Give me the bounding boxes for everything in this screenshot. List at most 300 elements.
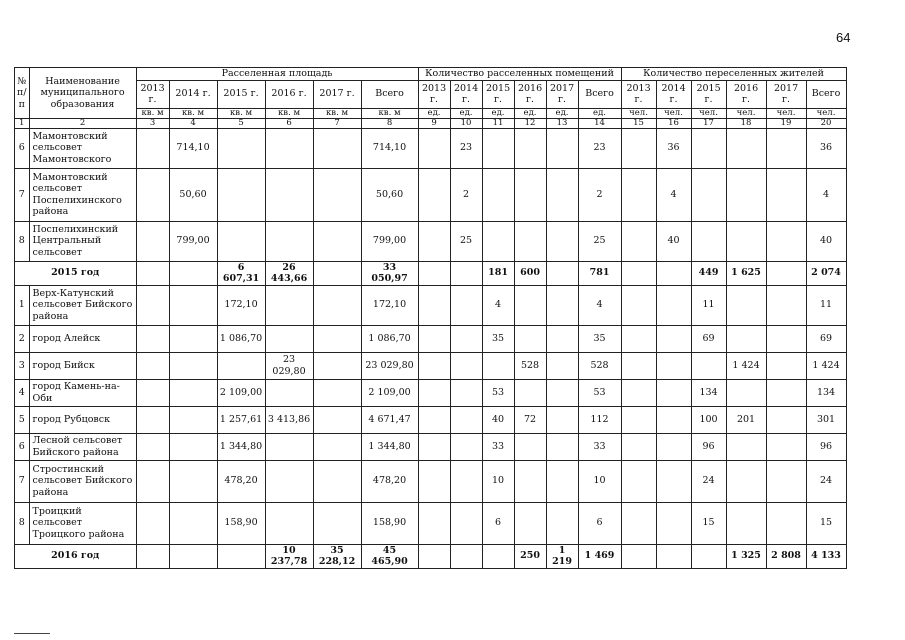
data-cell: 478,20 <box>361 460 418 502</box>
data-cell: 35 <box>482 325 514 352</box>
data-cell <box>766 168 806 221</box>
data-cell: 1 424 <box>726 352 766 379</box>
data-cell: 2 808 <box>766 544 806 568</box>
data-cell <box>546 406 578 433</box>
data-cell: 23 029,80 <box>361 352 418 379</box>
column-index: 8 <box>361 118 418 128</box>
data-cell <box>450 285 482 325</box>
data-cell <box>313 285 361 325</box>
data-cell: 40 <box>656 221 691 261</box>
unit-header-rooms: ед. <box>514 108 546 118</box>
unit-header-people: чел. <box>621 108 656 118</box>
data-cell <box>621 325 656 352</box>
data-cell: 449 <box>691 261 726 285</box>
data-cell <box>691 544 726 568</box>
data-cell <box>418 261 450 285</box>
unit-header-rooms: ед. <box>450 108 482 118</box>
data-cell <box>136 406 169 433</box>
data-cell: 11 <box>806 285 846 325</box>
total-row <box>15 544 847 568</box>
data-cell: 6 <box>578 502 621 544</box>
data-cell <box>546 221 578 261</box>
table-row <box>15 221 847 261</box>
data-cell <box>169 406 217 433</box>
data-cell: 714,10 <box>361 128 418 168</box>
data-cell <box>514 168 546 221</box>
data-cell <box>691 221 726 261</box>
data-cell <box>418 352 450 379</box>
column-index: 16 <box>656 118 691 128</box>
data-cell <box>514 502 546 544</box>
row-number: 3 <box>15 352 30 379</box>
data-cell <box>265 433 313 460</box>
data-cell <box>766 325 806 352</box>
header-group-rooms: Количество расселенных помещений <box>418 68 621 81</box>
data-cell <box>726 379 766 406</box>
column-index: 3 <box>136 118 169 128</box>
data-cell: 36 <box>806 128 846 168</box>
data-cell: 4 <box>656 168 691 221</box>
data-cell: 158,90 <box>361 502 418 544</box>
data-cell <box>265 285 313 325</box>
column-index: 5 <box>217 118 265 128</box>
data-cell: 6 <box>482 502 514 544</box>
data-cell <box>169 544 217 568</box>
year-header-people-4: 2017 г. <box>766 80 806 108</box>
year-header-rooms-0: 2013 г. <box>418 80 450 108</box>
data-cell <box>691 128 726 168</box>
data-cell <box>418 128 450 168</box>
data-cell: 3 413,86 <box>265 406 313 433</box>
data-cell <box>514 325 546 352</box>
year-header-people-0: 2013 г. <box>621 80 656 108</box>
year-header-area-2: 2015 г. <box>217 80 265 108</box>
row-number: 8 <box>15 221 30 261</box>
data-cell: 10 237,78 <box>265 544 313 568</box>
data-cell <box>169 325 217 352</box>
data-cell: 1 344,80 <box>361 433 418 460</box>
table-row <box>15 168 847 221</box>
data-cell: 33 <box>578 433 621 460</box>
data-cell <box>265 221 313 261</box>
data-cell: 53 <box>578 379 621 406</box>
data-cell <box>726 168 766 221</box>
data-cell <box>450 379 482 406</box>
data-cell <box>621 460 656 502</box>
data-cell <box>691 352 726 379</box>
data-cell <box>265 168 313 221</box>
header-number: № п/п <box>15 68 30 119</box>
data-cell: 781 <box>578 261 621 285</box>
data-cell <box>169 433 217 460</box>
data-cell <box>482 128 514 168</box>
column-index: 6 <box>265 118 313 128</box>
municipality-name: город Камень-на-Оби <box>29 379 136 406</box>
row-number: 5 <box>15 406 30 433</box>
data-cell <box>482 168 514 221</box>
table-row <box>15 128 847 168</box>
year-header-people-1: 2014 г. <box>656 80 691 108</box>
data-cell <box>450 406 482 433</box>
data-cell: 45 465,90 <box>361 544 418 568</box>
data-cell <box>514 433 546 460</box>
row-number: 1 <box>15 285 30 325</box>
data-cell: 2 109,00 <box>361 379 418 406</box>
year-header-people-2: 2015 г. <box>691 80 726 108</box>
data-cell <box>136 379 169 406</box>
data-cell: 714,10 <box>169 128 217 168</box>
data-cell <box>313 352 361 379</box>
data-cell <box>217 221 265 261</box>
data-cell <box>482 544 514 568</box>
data-cell <box>482 352 514 379</box>
data-cell <box>418 433 450 460</box>
data-cell <box>514 460 546 502</box>
data-cell: 10 <box>482 460 514 502</box>
data-cell: 53 <box>482 379 514 406</box>
data-cell <box>656 544 691 568</box>
total-label: 2016 год <box>15 544 137 568</box>
table-row <box>15 502 847 544</box>
data-cell <box>418 285 450 325</box>
data-cell <box>169 460 217 502</box>
data-cell <box>136 460 169 502</box>
unit-header-people: чел. <box>691 108 726 118</box>
data-cell: 4 671,47 <box>361 406 418 433</box>
data-cell <box>217 544 265 568</box>
municipality-name: город Алейск <box>29 325 136 352</box>
data-cell: 528 <box>514 352 546 379</box>
column-index: 4 <box>169 118 217 128</box>
data-cell <box>313 379 361 406</box>
data-cell: 23 <box>450 128 482 168</box>
data-cell <box>621 128 656 168</box>
data-cell: 1 086,70 <box>217 325 265 352</box>
data-cell <box>546 352 578 379</box>
row-number: 7 <box>15 168 30 221</box>
data-cell: 2 074 <box>806 261 846 285</box>
municipality-name: Верх-Катунский сельсовет Бийского района <box>29 285 136 325</box>
data-cell <box>621 352 656 379</box>
data-cell <box>418 544 450 568</box>
data-cell: 35 228,12 <box>313 544 361 568</box>
data-cell <box>217 352 265 379</box>
data-cell <box>546 433 578 460</box>
data-cell: 2 <box>578 168 621 221</box>
data-cell: 2 <box>450 168 482 221</box>
table-row <box>15 460 847 502</box>
data-cell <box>136 168 169 221</box>
data-cell: 11 <box>691 285 726 325</box>
municipality-name: Троицкий сельсовет Троицкого района <box>29 502 136 544</box>
unit-header-rooms: ед. <box>578 108 621 118</box>
data-cell: 528 <box>578 352 621 379</box>
data-cell <box>656 433 691 460</box>
data-cell: 72 <box>514 406 546 433</box>
total-row <box>15 261 847 285</box>
column-index: 7 <box>313 118 361 128</box>
footer-rule <box>14 633 50 634</box>
data-cell <box>766 433 806 460</box>
data-cell <box>217 128 265 168</box>
municipality-name: город Бийск <box>29 352 136 379</box>
data-cell <box>418 460 450 502</box>
data-cell <box>313 128 361 168</box>
data-cell: 4 133 <box>806 544 846 568</box>
data-cell: 36 <box>656 128 691 168</box>
data-cell <box>766 128 806 168</box>
data-cell <box>766 221 806 261</box>
data-cell: 799,00 <box>361 221 418 261</box>
data-cell: 24 <box>691 460 726 502</box>
data-cell <box>546 460 578 502</box>
unit-header-area: кв. м <box>217 108 265 118</box>
data-cell <box>766 406 806 433</box>
data-cell <box>726 221 766 261</box>
municipality-name: Поспелихинский Центральный сельсовет <box>29 221 136 261</box>
municipality-name: Мамонтовский сельсовет Мамонтовского <box>29 128 136 168</box>
data-cell: 1 344,80 <box>217 433 265 460</box>
data-cell <box>621 261 656 285</box>
data-cell <box>621 168 656 221</box>
data-cell: 15 <box>691 502 726 544</box>
data-cell <box>136 285 169 325</box>
data-cell <box>656 352 691 379</box>
year-header-rooms-4: 2017 г. <box>546 80 578 108</box>
municipality-name: Мамонтовский сельсовет Поспелихинского района <box>29 168 136 221</box>
column-index: 11 <box>482 118 514 128</box>
data-cell <box>313 433 361 460</box>
data-cell: 1 219 <box>546 544 578 568</box>
data-cell <box>546 168 578 221</box>
data-cell <box>726 433 766 460</box>
data-cell: 40 <box>482 406 514 433</box>
unit-header-people: чел. <box>726 108 766 118</box>
data-cell <box>169 502 217 544</box>
page-number: 64 <box>836 30 851 45</box>
data-cell: 2 109,00 <box>217 379 265 406</box>
column-index: 12 <box>514 118 546 128</box>
data-cell <box>136 128 169 168</box>
data-cell <box>726 285 766 325</box>
table-row <box>15 285 847 325</box>
data-cell <box>726 502 766 544</box>
year-header-people-3: 2016 г. <box>726 80 766 108</box>
data-cell <box>450 460 482 502</box>
data-cell <box>418 325 450 352</box>
data-cell <box>136 325 169 352</box>
unit-header-rooms: ед. <box>546 108 578 118</box>
data-cell <box>621 433 656 460</box>
year-header-area-3: 2016 г. <box>265 80 313 108</box>
year-header-people-5: Всего <box>806 80 846 108</box>
data-cell: 4 <box>578 285 621 325</box>
data-cell <box>265 379 313 406</box>
data-cell <box>418 168 450 221</box>
municipality-name: Лесной сельсовет Бийского района <box>29 433 136 460</box>
data-cell <box>418 502 450 544</box>
data-cell <box>418 406 450 433</box>
column-index: 9 <box>418 118 450 128</box>
unit-header-area: кв. м <box>265 108 313 118</box>
data-cell: 172,10 <box>217 285 265 325</box>
header-group-area: Расселенная площадь <box>136 68 418 81</box>
data-cell <box>418 379 450 406</box>
data-cell <box>313 406 361 433</box>
year-header-area-1: 2014 г. <box>169 80 217 108</box>
data-cell: 478,20 <box>217 460 265 502</box>
data-cell <box>656 460 691 502</box>
data-cell: 4 <box>806 168 846 221</box>
table-row <box>15 352 847 379</box>
data-cell: 201 <box>726 406 766 433</box>
data-cell <box>265 325 313 352</box>
column-index: 13 <box>546 118 578 128</box>
data-cell: 23 <box>578 128 621 168</box>
data-cell: 33 <box>482 433 514 460</box>
data-cell <box>546 285 578 325</box>
row-number: 4 <box>15 379 30 406</box>
column-index: 18 <box>726 118 766 128</box>
data-cell <box>169 352 217 379</box>
data-cell <box>656 285 691 325</box>
year-header-rooms-5: Всего <box>578 80 621 108</box>
column-index: 14 <box>578 118 621 128</box>
data-cell: 4 <box>482 285 514 325</box>
data-cell: 1 625 <box>726 261 766 285</box>
data-cell <box>313 168 361 221</box>
data-cell: 40 <box>806 221 846 261</box>
data-cell <box>450 352 482 379</box>
data-cell: 69 <box>691 325 726 352</box>
data-cell <box>726 128 766 168</box>
municipality-name: город Рубцовск <box>29 406 136 433</box>
data-cell <box>726 460 766 502</box>
data-cell <box>313 221 361 261</box>
data-cell: 24 <box>806 460 846 502</box>
data-cell <box>621 406 656 433</box>
unit-header-area: кв. м <box>313 108 361 118</box>
data-cell <box>450 325 482 352</box>
data-cell <box>313 261 361 285</box>
data-cell: 112 <box>578 406 621 433</box>
data-cell <box>265 460 313 502</box>
data-cell: 181 <box>482 261 514 285</box>
resettlement-table <box>14 67 847 569</box>
row-number: 8 <box>15 502 30 544</box>
year-header-rooms-1: 2014 г. <box>450 80 482 108</box>
data-cell <box>621 379 656 406</box>
data-cell <box>265 128 313 168</box>
year-header-area-5: Всего <box>361 80 418 108</box>
data-cell <box>169 379 217 406</box>
data-cell <box>766 285 806 325</box>
data-cell: 26 443,66 <box>265 261 313 285</box>
data-cell <box>656 325 691 352</box>
data-cell: 25 <box>450 221 482 261</box>
data-cell <box>482 221 514 261</box>
data-cell <box>136 221 169 261</box>
unit-header-area: кв. м <box>136 108 169 118</box>
data-cell: 250 <box>514 544 546 568</box>
data-cell: 96 <box>691 433 726 460</box>
data-cell <box>656 406 691 433</box>
data-cell: 134 <box>691 379 726 406</box>
data-cell <box>656 502 691 544</box>
data-cell <box>766 352 806 379</box>
data-cell <box>136 544 169 568</box>
data-cell <box>726 325 766 352</box>
data-cell <box>514 379 546 406</box>
data-cell <box>136 502 169 544</box>
table-row <box>15 406 847 433</box>
data-cell <box>313 460 361 502</box>
row-number: 7 <box>15 460 30 502</box>
data-cell <box>621 221 656 261</box>
data-cell <box>514 128 546 168</box>
year-header-row <box>15 80 847 108</box>
data-cell <box>169 261 217 285</box>
unit-header-rooms: ед. <box>418 108 450 118</box>
data-cell <box>766 261 806 285</box>
row-number: 6 <box>15 433 30 460</box>
data-cell <box>656 261 691 285</box>
data-cell <box>546 128 578 168</box>
data-cell: 1 086,70 <box>361 325 418 352</box>
header-municipality: Наименование муниципального образования <box>29 68 136 119</box>
data-cell: 1 325 <box>726 544 766 568</box>
row-number: 2 <box>15 325 30 352</box>
data-cell <box>546 325 578 352</box>
header-group-people: Количество переселенных жителей <box>621 68 846 81</box>
data-cell <box>621 544 656 568</box>
data-cell <box>450 261 482 285</box>
unit-header-people: чел. <box>806 108 846 118</box>
column-index-row <box>15 118 847 128</box>
column-index: 17 <box>691 118 726 128</box>
table-row <box>15 433 847 460</box>
unit-header-people: чел. <box>656 108 691 118</box>
data-cell <box>514 285 546 325</box>
row-number: 6 <box>15 128 30 168</box>
data-cell: 600 <box>514 261 546 285</box>
column-index: 20 <box>806 118 846 128</box>
data-cell: 134 <box>806 379 846 406</box>
data-cell: 799,00 <box>169 221 217 261</box>
column-index: 2 <box>29 118 136 128</box>
column-index: 19 <box>766 118 806 128</box>
unit-header-area: кв. м <box>169 108 217 118</box>
data-cell <box>546 261 578 285</box>
data-cell <box>514 221 546 261</box>
data-cell: 69 <box>806 325 846 352</box>
year-header-rooms-2: 2015 г. <box>482 80 514 108</box>
data-cell: 96 <box>806 433 846 460</box>
year-header-rooms-3: 2016 г. <box>514 80 546 108</box>
data-cell <box>418 221 450 261</box>
data-cell <box>691 168 726 221</box>
unit-header-rooms: ед. <box>482 108 514 118</box>
data-cell <box>136 352 169 379</box>
unit-header-row <box>15 108 847 118</box>
data-cell: 50,60 <box>169 168 217 221</box>
data-cell: 6 607,31 <box>217 261 265 285</box>
unit-header-area: кв. м <box>361 108 418 118</box>
data-cell <box>621 502 656 544</box>
data-cell: 100 <box>691 406 726 433</box>
data-cell <box>656 379 691 406</box>
column-index: 15 <box>621 118 656 128</box>
